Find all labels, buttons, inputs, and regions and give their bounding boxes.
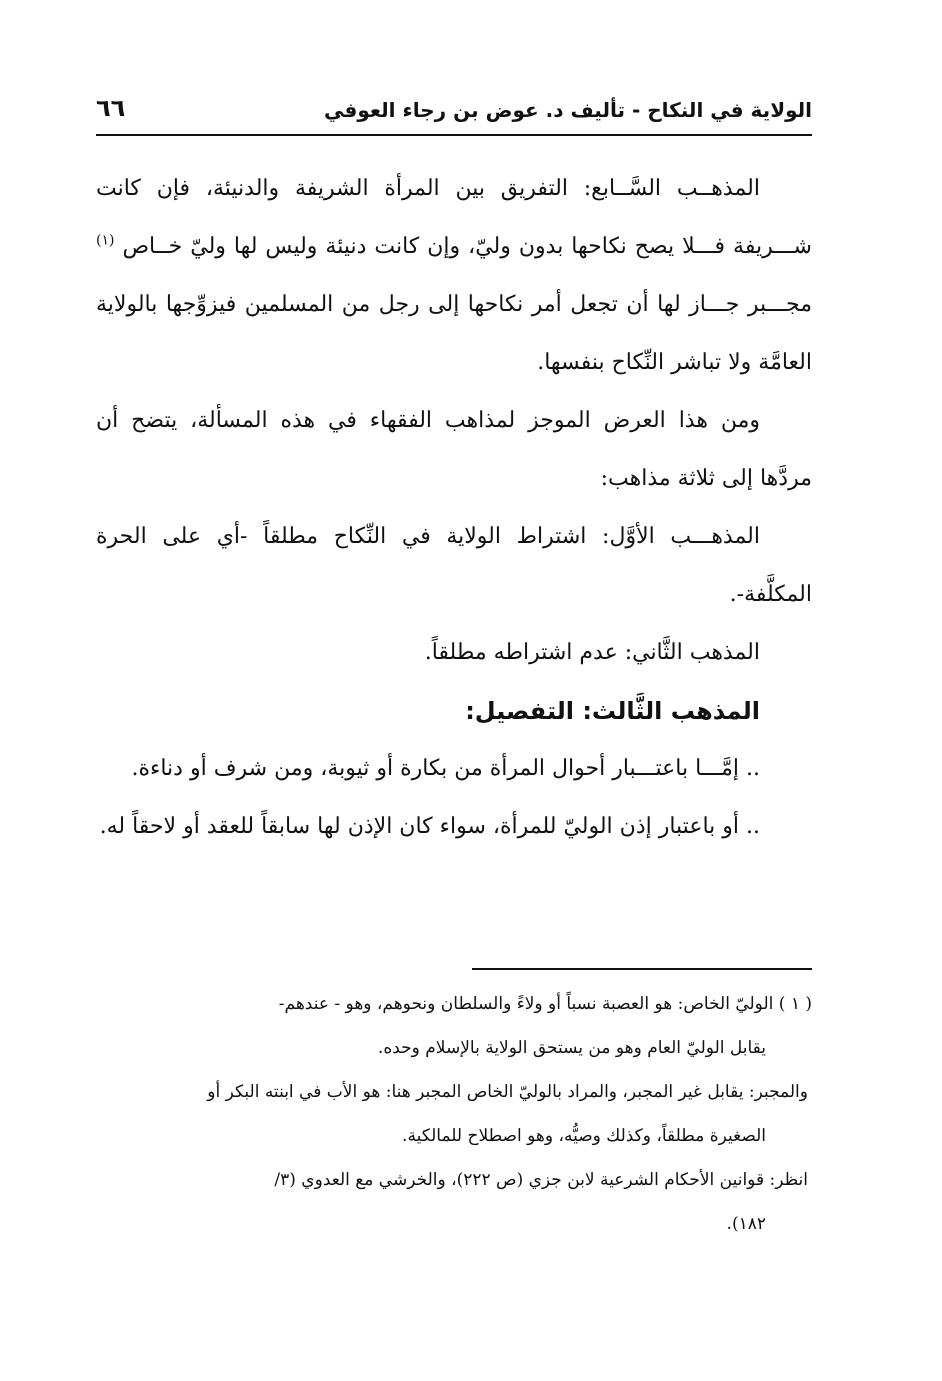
- footnote-line: يقابل الوليّ العام وهو من يستحق الولاية بالإسلام وحده.: [377, 1038, 766, 1058]
- main-text: [96, 160, 812, 856]
- footnote-line: انظر: قوانين الأحكام الشرعية لابن جزي (ص ٢٢٢)، والخرشي مع العدوي (٣/: [274, 1170, 808, 1190]
- paragraph-summary: ومن هذا العرض الموجز لمذاهب الفقهاء في هذه المسألة، يتضح أن مردَّها إلى ثلاثة مذاهب:: [96, 408, 812, 491]
- paragraph-line: خــاص: [122, 234, 183, 259]
- footnote-line: الصغيرة مطلقاً، وكذلك وصيُّه، وهو اصطلاح للمالكية.: [402, 1126, 766, 1146]
- footnote-line: والمجبر: يقابل غير المجبر، والمراد بالوليّ الخاص المجبر هنا: هو الأب في ابنته البكر أو: [207, 1082, 808, 1102]
- footnote-line: ١٨٢).: [726, 1214, 766, 1234]
- paragraph-line: شـــريفة فـــلا يصح نكاحها بدون وليّ، وإن كانت دنيئة وليس لها وليّ: [190, 234, 812, 259]
- running-header: [96, 92, 812, 132]
- heading-third-school: المذهب الثَّالث: التفصيل:: [465, 697, 760, 725]
- footnote-separator: [472, 968, 812, 970]
- paragraph-second-school: المذهب الثَّاني: عدم اشتراطه مطلقاً.: [424, 640, 760, 665]
- page-number: ٦٦: [96, 94, 126, 122]
- paragraph-detail-permission: .. أو باعتبار إذن الوليّ للمرأة، سواء كان الإذن لها سابقاً للعقد أو لاحقاً له.: [99, 814, 760, 839]
- paragraph-line: مجـــبر جـــاز لها أن تجعل أمر نكاحها إلى رجل من المسلمين: [244, 292, 812, 317]
- footnote-reference[interactable]: (١): [96, 232, 115, 249]
- footnotes: [96, 982, 812, 1246]
- footnote-line: ( ١ ) الوليّ الخاص: هو العصبة نسباً أو ولاءً والسلطان ونحوهم، وهو - عندهم-: [278, 994, 812, 1014]
- header-rule: [96, 134, 812, 136]
- paragraph-first-school: المذهـــب الأوَّل: اشتراط الولاية في النِّكاح مطلقاً -أي على الحرة المكلَّفة-.: [96, 524, 812, 607]
- paragraph-seventh-school: [96, 160, 812, 392]
- paragraph-line: فيزوِّجها بالولاية العامَّة ولا تباشر النِّكاح بنفسها.: [96, 292, 812, 375]
- running-title: الولاية في النكاح - تأليف د. عوض بن رجاء العوفي: [324, 98, 812, 122]
- paragraph-line: المذهــب السَّــابع: التفريق بين المرأة الشريفة والدنيئة، فإن كانت: [96, 176, 760, 201]
- paragraph-detail-condition: .. إمَّـــا باعتـــبار أحوال المرأة من بكارة أو ثيوبة، ومن شرف أو دناءة.: [131, 756, 760, 781]
